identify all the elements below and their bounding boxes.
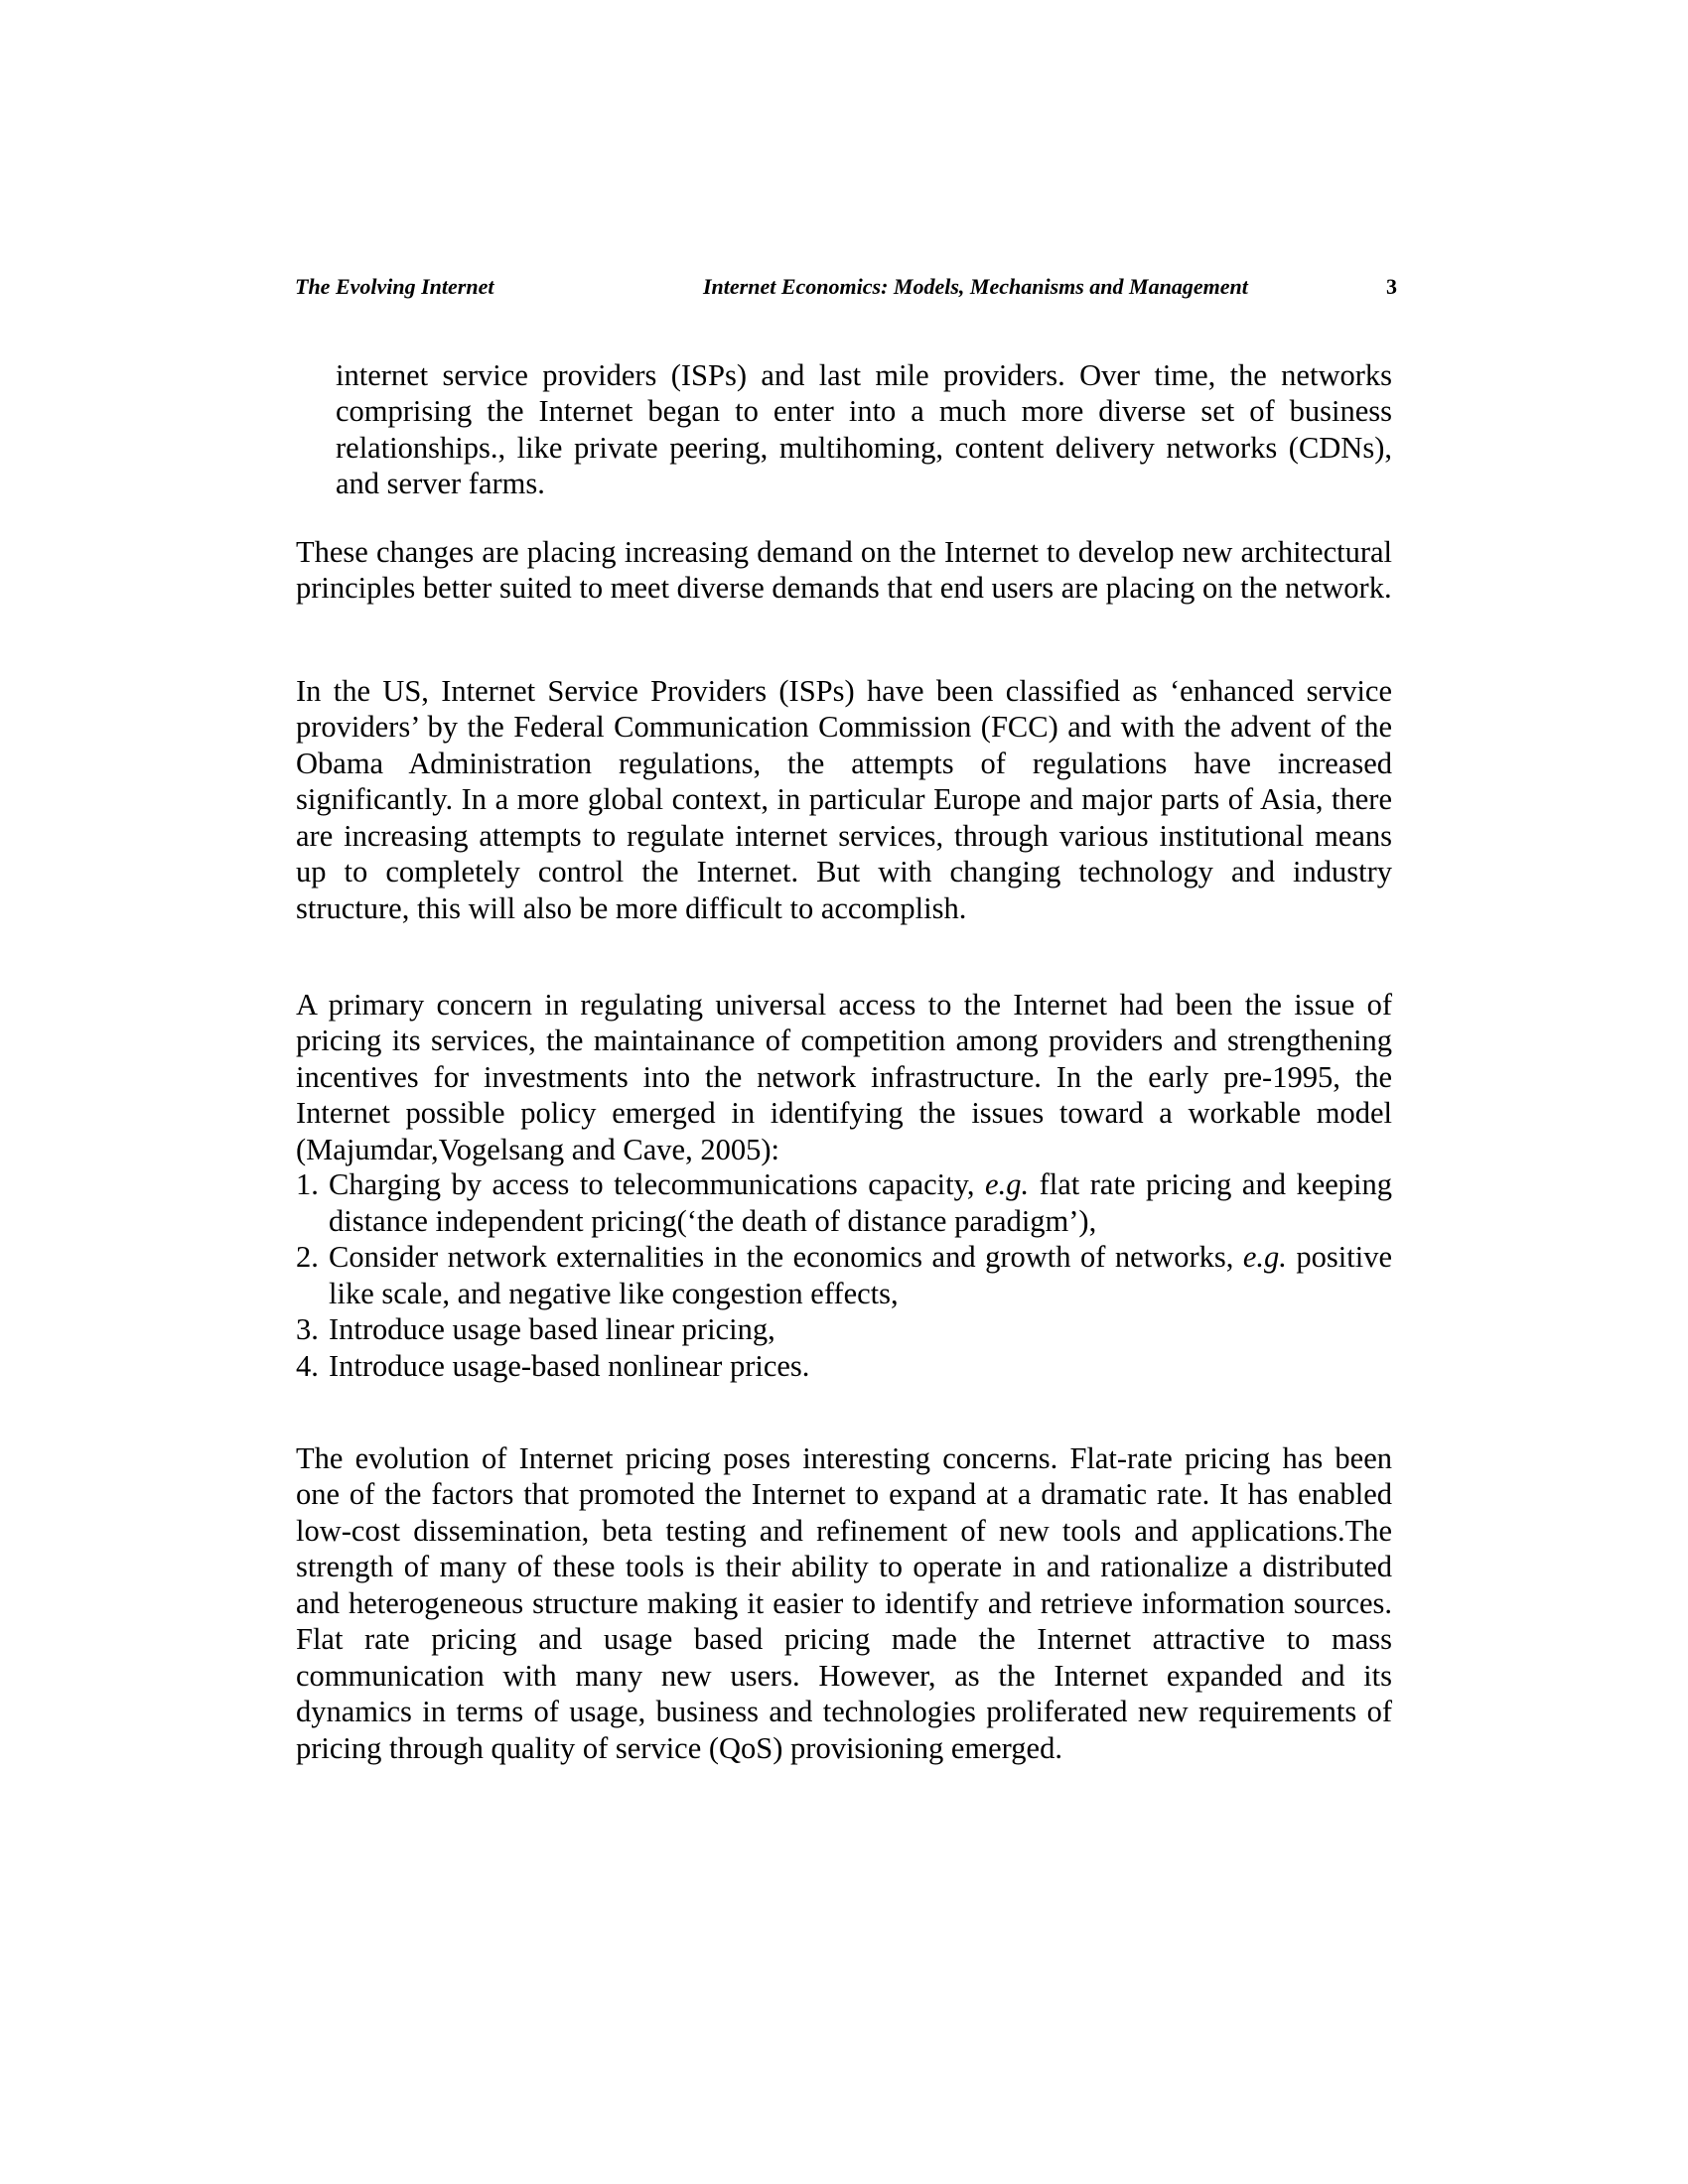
list-item: 1. Charging by access to telecommunications capacity, e.g. flat rate pricing and keeping distance independent pricing(‘the death of distance paradigm’), (296, 1167, 1393, 1238)
list-number: 3. (296, 1312, 319, 1346)
list-number: 1. (296, 1167, 319, 1201)
book-title: Internet Economics: Models, Mechanisms and Management (703, 274, 1248, 299)
paragraph-continued: internet service providers (ISPs) and last mile providers. Over time, the networks comprising the Internet began to enter into a much more diverse set of business relationships., like private peering, multihoming, content delivery networks (CDNs), and server farms. (336, 357, 1392, 500)
list-number: 2. (296, 1240, 319, 1274)
paragraph: These changes are placing increasing demand on the Internet to develop new architectural principles better suited to meet diverse demands that end users are placing on the network. (296, 534, 1392, 605)
numbered-list (296, 1166, 1392, 1384)
page-number: 3 (1386, 274, 1397, 299)
paragraph: In the US, Internet Service Providers (ISPs) have been classified as ‘enhanced service providers’ by the Federal Communication Commission (FCC) and with the advent of the Obama Administration regulations, the attempts of regulations have increased significantly. In a more global context, in particular Europe and major parts of Asia, there are increasing attempts to regulate internet services, through various institutional means up to completely control the Internet. But with changing technology and industry structure, this will also be more difficult to accomplish. (296, 673, 1392, 925)
paragraph: A primary concern in regulating universal access to the Internet had been the issue of pricing its services, the maintainance of competition among providers and strengthening incentives for investments into the network infrastructure. In the early pre-1995, the Internet possible policy emerged in identifying the issues toward a workable model (Majumdar,Vogelsang and Cave, 2005): (296, 987, 1392, 1166)
list-item: 3. Introduce usage based linear pricing, (296, 1312, 775, 1346)
list-item: 4. Introduce usage-based nonlinear prices. (296, 1348, 810, 1383)
chapter-title: The Evolving Internet (295, 274, 494, 299)
list-item: 2. Consider network externalities in the economics and growth of networks, e.g. positive like scale, and negative like congestion effects, (296, 1240, 1392, 1310)
paragraph: The evolution of Internet pricing poses interesting concerns. Flat-rate pricing has been one of the factors that promoted the Internet to expand at a dramatic rate. It has enabled low-cost dissemination, beta testing and refinement of new tools and applications.The strength of many of these tools is their ability to operate in and rationalize a distributed and heterogeneous structure making it easier to identify and retrieve information sources. Flat rate pricing and usage based pricing made the Internet attractive to mass communication with many new users. However, as the Internet expanded and its dynamics in terms of usage, business and technologies proliferated new requirements of pricing through quality of service (QoS) provisioning emerged. (296, 1440, 1392, 1765)
list-number: 4. (296, 1348, 319, 1383)
running-head (295, 274, 1397, 308)
